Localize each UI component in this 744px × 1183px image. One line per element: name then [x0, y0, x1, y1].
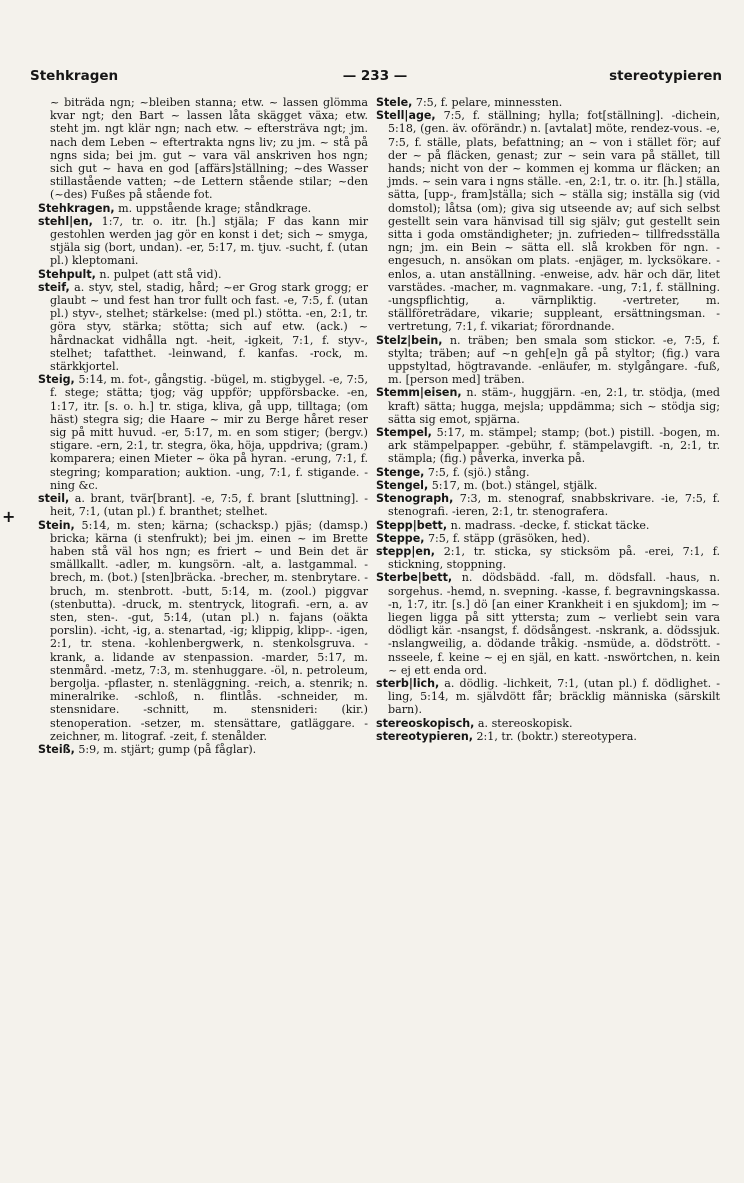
right-column [376, 96, 720, 743]
dictionary-entry [38, 373, 368, 492]
dictionary-entry [376, 96, 720, 109]
entry-definition: 5:9, m. stjärt; gump (på fåglar). [74, 742, 257, 756]
entry-headword: Stele, [376, 96, 413, 109]
dictionary-entry [376, 677, 720, 717]
dictionary-entry [38, 202, 368, 215]
dictionary-entry [376, 519, 720, 532]
entry-definition: m. uppstående krage; ståndkrage. [114, 201, 312, 215]
entry-headword: stepp|en, [376, 544, 436, 558]
dictionary-entry [376, 109, 720, 333]
dictionary-entry [38, 268, 368, 281]
entry-definition: 7:5, f. stäpp (gräsöken, hed). [424, 531, 591, 545]
entry-headword: Steig, [38, 373, 75, 387]
dictionary-entry [376, 730, 720, 743]
entry-headword: Steppe, [376, 531, 425, 545]
dictionary-entry [376, 466, 720, 479]
left-column [38, 96, 368, 756]
dictionary-entry [376, 492, 720, 518]
dictionary-entry [38, 215, 368, 268]
page-number: — 233 — [342, 68, 408, 84]
entry-definition: n. träben; ben smala som stickor. -e, 7:5, f. stylta; träben; auf ~n geh[e]n gå på styltor; (fig.) vara uppstyltad, högtravande. -enläufer, m. stylgångare. -fuß, m. [person med] träben. [388, 333, 720, 387]
header-first-headword: Stehkragen [30, 68, 119, 84]
entry-definition: a. stereoskopisk. [474, 716, 573, 730]
dictionary-entry [38, 281, 368, 373]
entry-headword: Stelz|bein, [376, 333, 443, 347]
entry-definition: n. stäm-, huggjärn. -en, 2:1, tr. stödja, (med kraft) sätta; hugga, mejsla; uppdämma; sich ~ stödja sig; sätta sig emot, spjärna. [388, 386, 720, 426]
entry-definition: a. brant, tvär[brant]. -e, 7:5, f. brant [sluttning]. -heit, 7:1, (utan pl.) f. branthet; stelhet. [50, 492, 368, 519]
margin-cross-mark: + [2, 507, 16, 526]
entry-headword: Stempel, [376, 426, 432, 440]
header-last-headword: stereotypieren [609, 68, 722, 84]
entry-definition: 5:14, m. sten; kärna; (schacksp.) pjäs; (damsp.) bricka; kärna (i stenfrukt); bei jm. einen ~ im Brette haben stå väl hos ngn; es friert ~ und Bein det är smällkallt. -adler, m. kungsörn. -alt, a. lastgammal. -brech, m. (bot.) [sten]bräcka. -brecher, m. stenbrytare. -bruch, m. stenbrott. -butt, 5:14, m. (zool.) piggvar (stenbutta). -druck, m. stentryck, litografi. -ern, a. av sten, sten-. -gut, 5:14, (utan pl.) n. fajans (oäkta porslin). -icht, -ig, a. stenartad, -ig; klippig, klipp-. -igen, 2:1, tr. stena. -kohlenbergwerk, n. stenkolsgruva. -krank, a. lidande av stenpassion. -marder, 5:17, m. stenmård. -metz, 7:3, m. stenhuggare. -öl, n. petroleum, bergolja. -pflaster, n. stenläggning. -reich, a. stenrik; n. mineralrike. -schloß, n. flintlås. -schneider, m. stensnidare. -schnitt, m. stensnideri: (kir.) stenoperation. -setzer, m. stensättare, gatläggare. -zeichner, m. litograf. -zeit, f. stenålder. [50, 518, 368, 743]
entry-headword: stehl|en, [38, 214, 93, 228]
entry-headword: Stenograph, [376, 492, 454, 506]
dictionary-entry [38, 743, 368, 756]
entry-definition: n. pulpet (att stå vid). [95, 267, 222, 281]
entry-headword: steif, [38, 280, 70, 294]
entry-headword: steil, [38, 492, 70, 506]
entry-definition: a. styv, stel, stadig, hård; ~er Grog stark grogg; er glaubt ~ und fest han tror fullt och fast. -e, 7:5, f. (utan pl.) styv-, stelhet; stärkelse: (med pl.) stötta. -en, 2:1, tr. göra styv, stärka; stötta; sich auf etw. (ack.) ~ hårdnackat vidhålla ngt. -heit, -igkeit, 7:1, f. styv-, stelhet; tafatthet. -leinwand, f. kanfas. -rock, m. stärkkjortel. [50, 280, 368, 374]
entry-headword: Stemm|eisen, [376, 386, 462, 400]
dictionary-entry: ~ biträda ngn; ~bleiben stanna; etw. ~ lassen glömma kvar ngt; den Bart ~ lassen låta skägget växa; etw. steht jm. ngt klär ngn; nach etw. ~ eftersträva ngt; jm. nach dem Leben ~ eftertrakta ngns liv; zu jm. ~ stå på ngns sida; bei jm. gut ~ vara väl anskriven hos ngn; sich gut ~ hava en god [affärs]ställning; ~des Wasser stillastående vatten; ~de Lettern stående stilar; ~den (~des) Fußes på stående fot. [50, 96, 368, 202]
entry-definition: 1:7, tr. o. itr. [h.] stjäla; F das kann mir gestohlen werden jag gör en konst i det; sich ~ smyga, stjäla sig (bort, undan). -er, 5:17, m. tjuv. -sucht, f. (utan pl.) kleptomani. [50, 214, 368, 268]
page-header [30, 68, 722, 90]
entry-definition: 7:5, f. ställning; hylla; fot[ställning]. -dichein, 5:18, (gen. äv. oförändr.) n. [avtalat] möte, rendez-vous. -e, 7:5, f. ställe, plats, befattning; an ~ von i stället för; auf der ~ på fläcken, genast; zur ~ sein vara på stället, till hands; nicht von der ~ kommen ej komma ur fläcken; an jmds. ~ sein vara i ngns ställe. -en, 2:1, tr. o. itr. [h.] ställa, sätta, [upp-, fram]ställa; sich ~ ställa sig; inställa sig (vid domstol); låtsa (om); giva sig utseende av; auf sich selbst gestellt sein vara hänvisad till sig själv; gut gestellt sein sitta i goda omständigheter; jn. zufrieden~ tillfredsställa ngn; jm. ein Bein ~ sätta ell. slå krokben för ngn. -engesuch, n. ansökan om plats. -enjäger, m. lycksökare. -enlos, a. utan anställning. -enweise, adv. här och där, litet varstädes. -macher, m. vagnmakare. -ung, 7:1, f. ställning. -ungspflichtig, a. värnpliktig. -vertreter, m. ställföreträdare, vikarie; suppleant, ersättningsman. -vertretung, 7:1, f. vikariat; förordnande. [388, 109, 720, 334]
dictionary-entry [376, 386, 720, 426]
entry-headword: Steiß, [38, 742, 75, 756]
entry-definition: n. dödsbädd. -fall, m. dödsfall. -haus, n. sorgehus. -hemd, n. svepning. -kasse, f. begravningskassa. -n, 1:7, itr. [s.] dö [an einer Krankheit i en sjukdom]; im ~ liegen ligga på sitt yttersta; zum ~ verliebt sein vara dödligt kär. -nsangst, f. dödsångest. -nskrank, a. dödssjuk. -nslangweilig, a. dödande tråkig. -nsmüde, a. dödstrött. -nsseele, f. keine ~ ej en själ, en katt. -nswörtchen, n. kein ~ ej ett enda ord. [388, 571, 720, 677]
entry-headword: sterb|lich, [376, 676, 440, 690]
entry-headword: Sterbe|bett, [376, 571, 453, 585]
dictionary-entry [376, 479, 720, 492]
entry-headword: Stein, [38, 518, 75, 532]
entry-definition: n. madrass. -decke, f. stickat täcke. [447, 518, 650, 532]
entry-headword: Stenge, [376, 465, 425, 479]
entry-definition: 5:17, m. stämpel; stamp; (bot.) pistill. -bogen, m. ark stämpelpapper. -gebühr, f. stämpelavgift. -n, 2:1, tr. stämpla; (fig.) påverka, inverka på. [388, 426, 720, 466]
entry-headword: Stell|age, [376, 109, 436, 123]
entry-headword: Stehkragen, [38, 201, 115, 215]
dictionary-entry [376, 426, 720, 466]
entry-definition: 5:14, m. fot-, gångstig. -bügel, m. stigbygel. -e, 7:5, f. stege; stätta; tjog; väg uppför; uppförsbacke. -en, 1:17, itr. [s. o. h.] tr. stiga, kliva, gå upp, tilltaga; (om häst) stegra sig; die Haare ~ mir zu Berge håret reser sig på mitt huvud. -er, 5:17, m. en som stiger; (bergv.) stigare. -ern, 2:1, tr. stegra, öka, höja, uppdriva; (gram.) komparera; einen Mieter ~ öka på hyran. -erung, 7:1, f. stegring; komparation; auktion. -ung, 7:1, f. stigande. -ning &c. [50, 373, 368, 492]
entry-headword: stereoskopisch, [376, 716, 475, 730]
entry-definition: 2:1, tr. sticka, sy sticksöm på. -erei, 7:1, f. stickning, stoppning. [388, 544, 720, 572]
dictionary-entry [376, 545, 720, 571]
entry-definition: a. dödlig. -lichkeit, 7:1, (utan pl.) f. dödlighet. -ling, 5:14, m. självdött får; bräcklig människa (särskilt barn). [388, 676, 720, 717]
entry-definition: 7:3, m. stenograf, snabbskrivare. -ie, 7:5, f. stenografi. -ieren, 2:1, tr. stenografera. [388, 492, 720, 519]
dictionary-entry [376, 571, 720, 677]
entry-definition: 2:1, tr. (boktr.) stereotypera. [472, 729, 637, 743]
dictionary-entry [376, 334, 720, 387]
entry-headword: Stengel, [376, 478, 429, 492]
dictionary-entry [376, 532, 720, 545]
dictionary-entry [38, 492, 368, 518]
dictionary-entry [38, 519, 368, 743]
entry-headword: Stehpult, [38, 267, 96, 281]
entry-headword: Stepp|bett, [376, 518, 448, 532]
entry-headword: stereotypieren, [376, 729, 473, 743]
entry-definition: 7:5, f. pelare, minnessten. [412, 96, 563, 109]
dictionary-entry [376, 717, 720, 730]
entry-definition: 7:5, f. (sjö.) stång. [424, 465, 530, 479]
entry-definition: 5:17, m. (bot.) stängel, stjälk. [428, 478, 598, 492]
